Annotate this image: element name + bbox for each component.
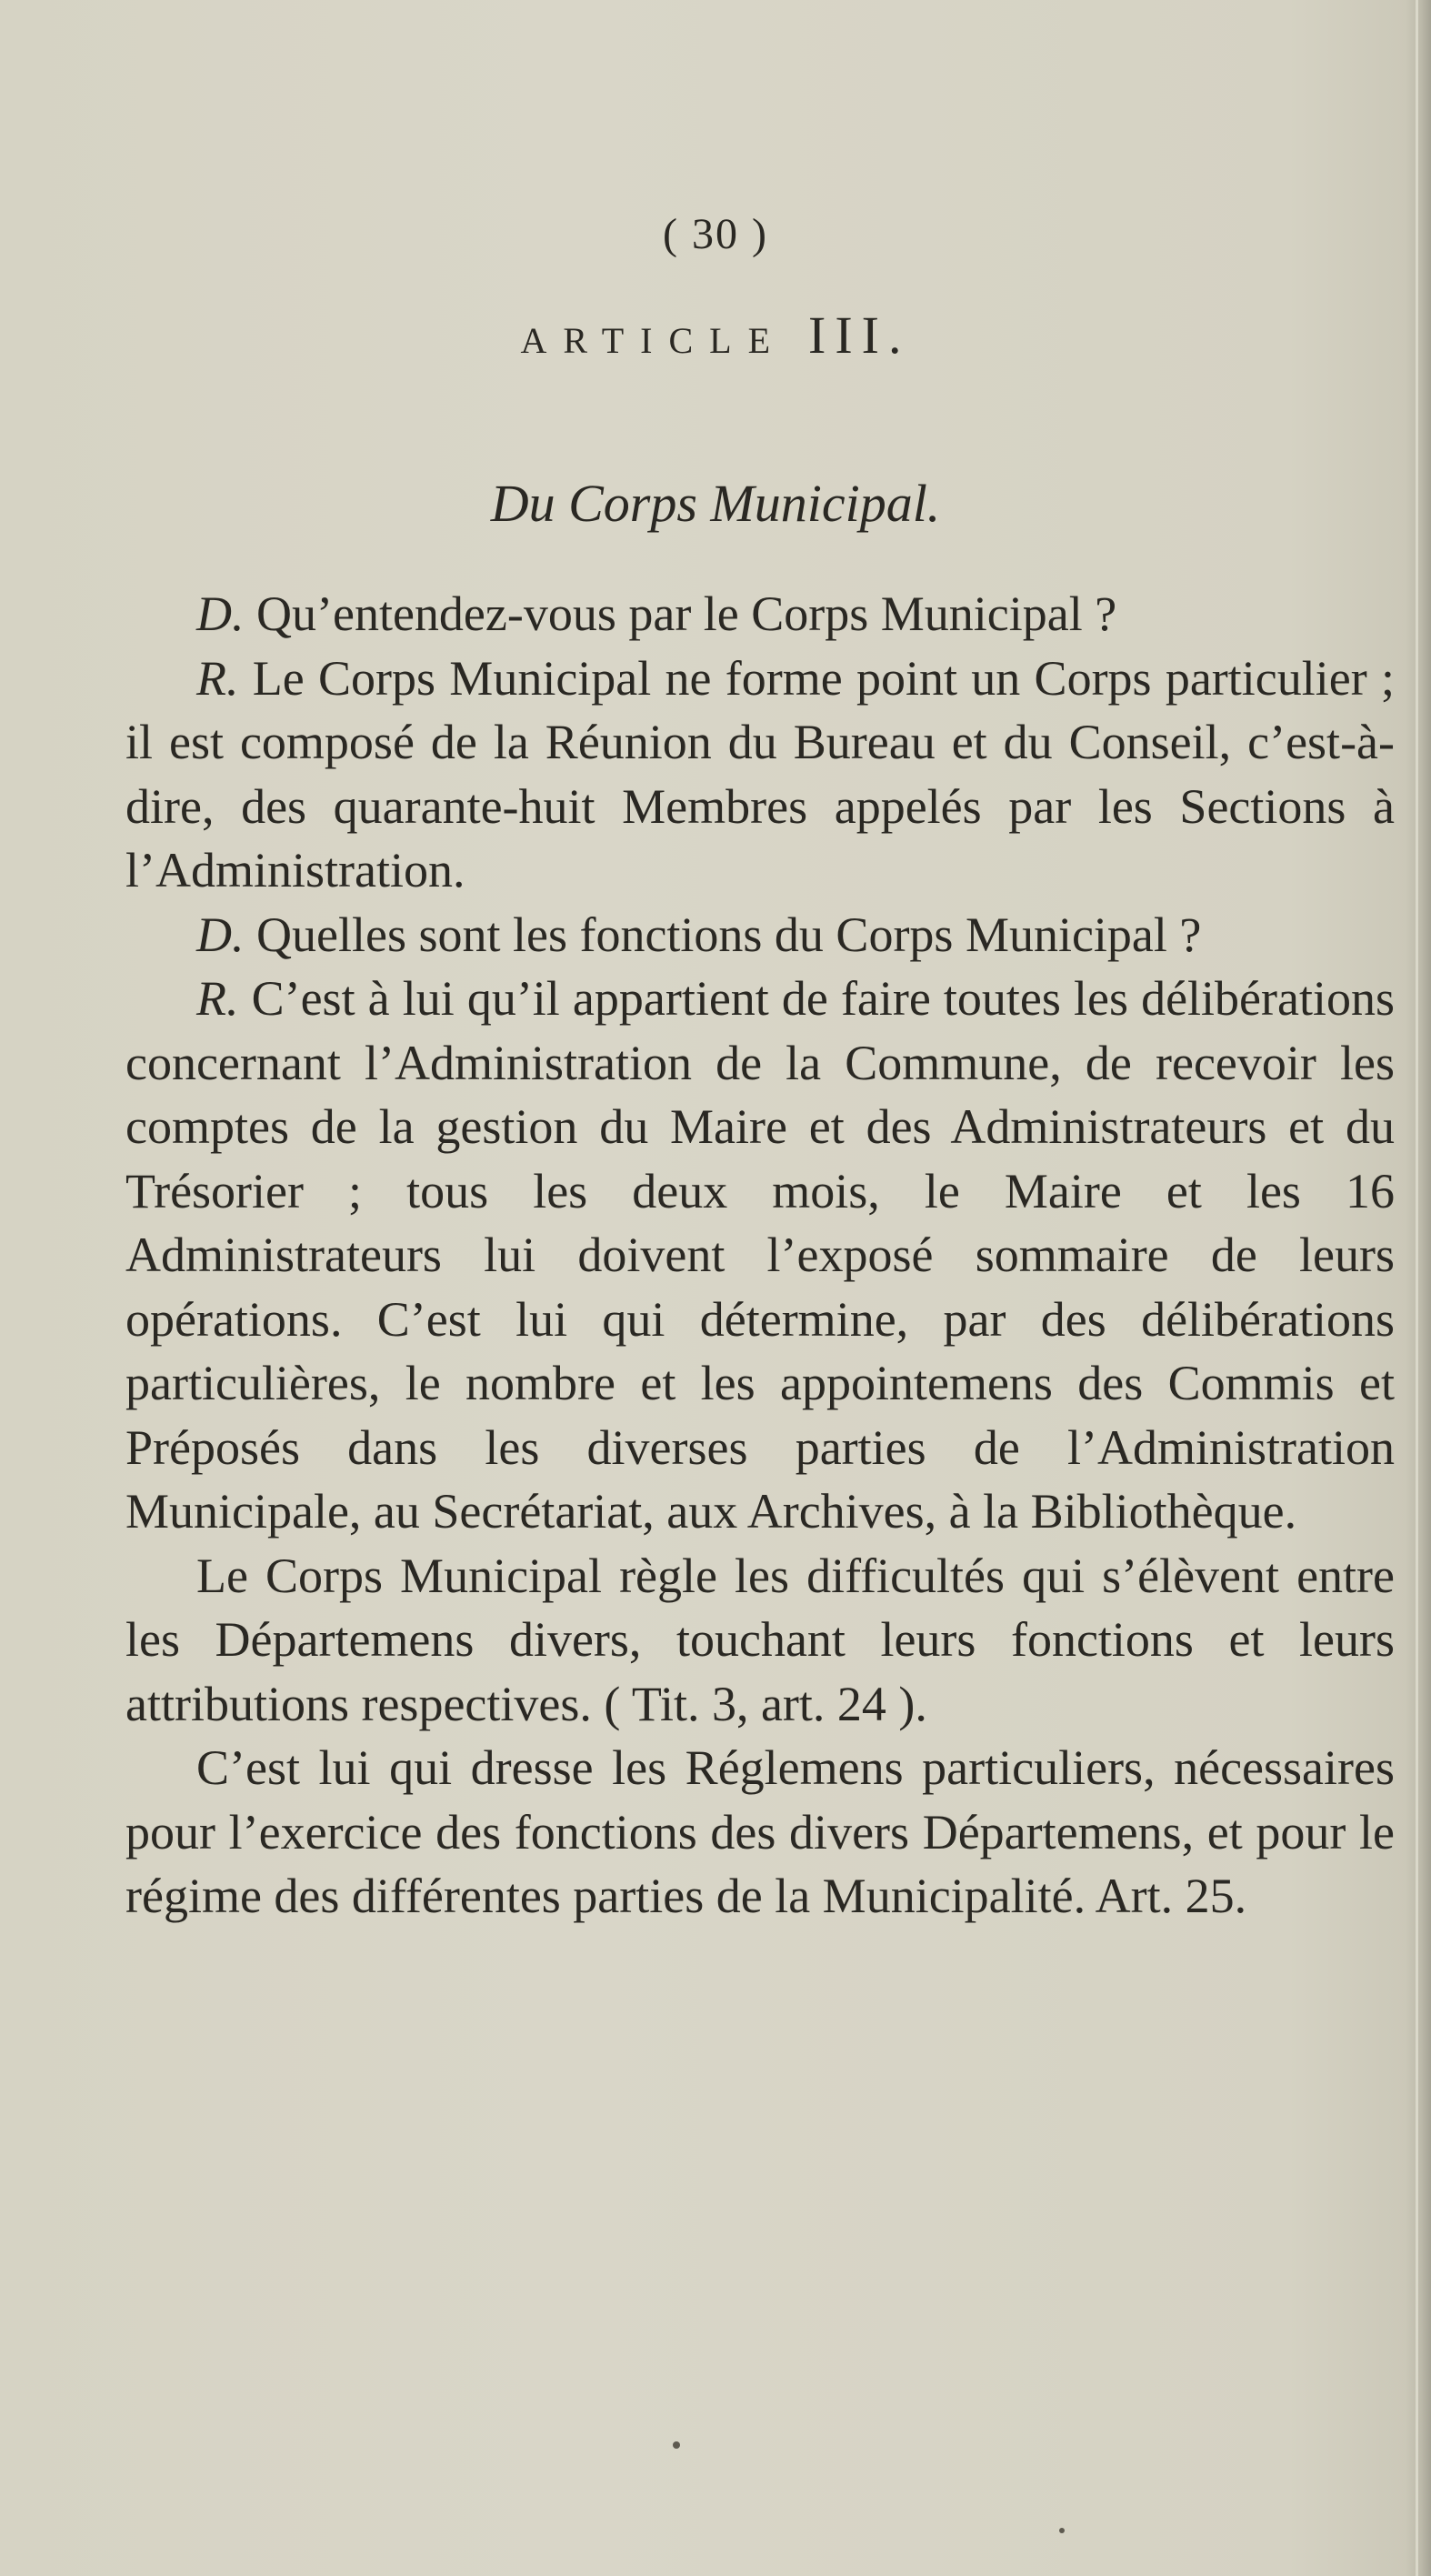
page-fold-line (1416, 0, 1418, 2576)
paragraph-3 (125, 1544, 1395, 1737)
article-heading (0, 305, 1431, 366)
paragraph-answer-2 (125, 967, 1395, 1544)
paragraph-text: Qu’entendez-vous par le Corps Municipal ? (256, 586, 1117, 641)
paragraph-text: C’est à lui qu’il appartient de faire toutes les délibérations concernant l’Administration de la Commune, de recevoir les comptes de la gestion du Maire et des Administrateurs et du Trésorier ; tous les deux mois, le Maire et les 16 Administrateurs lui doivent l’exposé sommaire de leurs opérations. C’est lui qui détermine, par des délibérations particulières, le nombre et les appointemens des Commis et Préposés dans les diverses parties de l’Administration Municipale, au Secrétariat, aux Archives, à la Bibliothèque. (125, 971, 1395, 1539)
speaker-label: R. (196, 650, 239, 706)
ink-speck (1059, 2528, 1065, 2533)
paragraph-text: Le Corps Municipal règle les difficultés qui s’élèvent entre les Départemens divers, touchant leurs fonctions et leurs attributions respectives. ( Tit. 3, art. 24 ). (125, 1548, 1395, 1731)
article-label: ARTICLE (520, 320, 786, 361)
speaker-label: R. (196, 971, 239, 1026)
paragraph-text: C’est lui qui dresse les Réglemens particuliers, nécessaires pour l’exercice des fonctions des divers Départemens, et pour le régime des différentes parties de la Municipalité. Art. 25. (125, 1740, 1395, 1923)
paragraph-question-2 (125, 903, 1395, 967)
page-number: ( 30 ) (663, 210, 768, 258)
ink-speck (673, 2441, 680, 2449)
page-edge-shadow (1406, 0, 1431, 2576)
speaker-label: D. (196, 907, 245, 962)
body-text (125, 582, 1395, 1929)
paragraph-text: Quelles sont les fonctions du Corps Municipal ? (256, 907, 1202, 962)
paragraph-4 (125, 1736, 1395, 1929)
paragraph-answer-1 (125, 647, 1395, 903)
section-title: Du Corps Municipal. (490, 474, 941, 533)
paragraph-question-1 (125, 582, 1395, 647)
speaker-label: D. (196, 586, 245, 641)
paragraph-text: Le Corps Municipal ne forme point un Corps particulier ; il est composé de la Réunion du Bureau et du Conseil, c’est-à-dire, des quarante-huit Membres appelés par les Sections à l’Administration. (125, 650, 1396, 897)
article-number: III. (808, 306, 911, 365)
